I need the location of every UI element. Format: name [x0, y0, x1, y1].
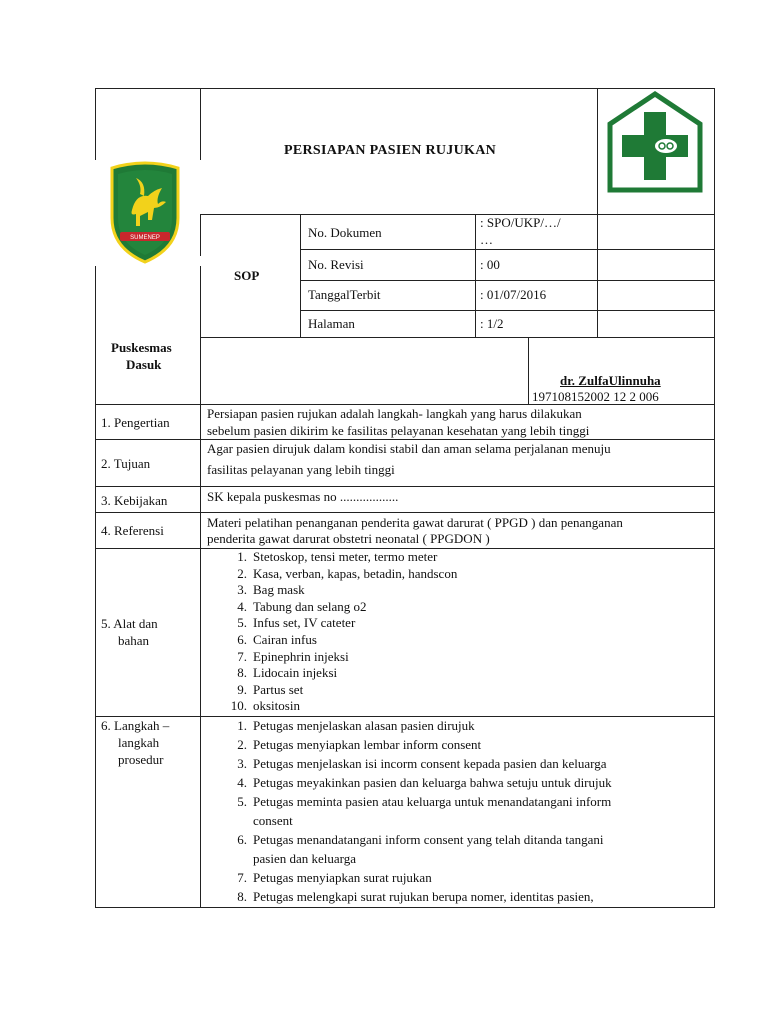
- table-border-top: [95, 88, 715, 89]
- meta-value-dokumen-cont: …: [480, 232, 493, 247]
- meta-label-dokumen: No. Dokumen: [308, 225, 382, 240]
- alat-list: [201, 549, 457, 715]
- referensi-text-line2: penderita gawat darurat obstetri neonatal ( PPGDON ): [207, 531, 490, 546]
- list-item: 6. Petugas menandatangani inform consent yang telah ditanda tangani pasien dan keluarga: [237, 832, 604, 866]
- list-item: 5. Infus set, IV cateter: [237, 615, 356, 631]
- section-label-langkah-line3: prosedur: [118, 752, 164, 767]
- meta-value-tanggal: : 01/07/2016: [480, 287, 547, 302]
- signer-name: dr. ZulfaUlinnuha: [560, 373, 661, 388]
- section-label-langkah-line2: langkah: [118, 735, 160, 750]
- page-title: PERSIAPAN PASIEN RUJUKAN: [284, 143, 497, 158]
- meta-row-line-2: [300, 280, 715, 281]
- section-label-referensi: 4. Referensi: [101, 523, 164, 538]
- meta-value-column-line: [475, 214, 476, 338]
- green-cross-logo: [604, 90, 706, 196]
- pengertian-text-line1: Persiapan pasien rujukan adalah langkah- langkah yang harus dilakukan: [207, 406, 582, 421]
- sop-label: SOP: [234, 268, 260, 283]
- list-item: 7. Epinephrin injeksi: [237, 648, 349, 664]
- list-item: 2. Kasa, verban, kapas, betadin, handscon: [237, 565, 458, 581]
- signature-column-line: [528, 337, 529, 405]
- org-name-line1: Puskesmas: [111, 340, 172, 355]
- list-item: 2. Petugas menyiapkan lembar inform consent: [237, 737, 482, 752]
- section-label-tujuan: 2. Tujuan: [101, 456, 151, 471]
- table-border-right: [714, 88, 715, 908]
- meta-value-revisi: : 00: [480, 257, 500, 272]
- label-column-line-top: [200, 88, 201, 160]
- list-item: 4. Petugas meyakinkan pasien dan keluarga bahwa setuju untuk dirujuk: [237, 775, 612, 790]
- list-item: 1. Petugas menjelaskan alasan pasien dirujuk: [237, 718, 475, 733]
- tujuan-text-line1: Agar pasien dirujuk dalam kondisi stabil dan aman selama perjalanan menuju: [207, 441, 611, 456]
- row-line-referensi: [95, 512, 715, 513]
- referensi-text-line1: Materi pelatihan penanganan penderita gawat darurat ( PPGD ) dan penanganan: [207, 515, 623, 530]
- list-item: 5. Petugas meminta pasien atau keluarga untuk menandatangani inform consent: [237, 794, 612, 828]
- section-label-kebijakan: 3. Kebijakan: [101, 493, 168, 508]
- meta-label-halaman: Halaman: [308, 316, 355, 331]
- tujuan-text-line2: fasilitas pelayanan yang lebih tinggi: [207, 462, 395, 477]
- kebijakan-text: SK kepala puskesmas no ..................: [207, 489, 399, 504]
- meta-value-halaman: : 1/2: [480, 316, 504, 331]
- section-label-alat-line1: 5. Alat dan: [101, 616, 158, 631]
- meta-label-tanggal: TanggalTerbit: [308, 287, 381, 302]
- table-border-bottom: [95, 907, 715, 908]
- list-item: 8. Lidocain injeksi: [237, 665, 338, 681]
- list-item: 6. Cairan infus: [237, 631, 317, 647]
- pengertian-text-line2: sebelum pasien dikirim ke fasilitas pelayanan kesehatan yang lebih tinggi: [207, 423, 590, 438]
- list-item: 3. Petugas menjelaskan isi incorm consent kepada pasien dan keluarga: [237, 756, 607, 771]
- langkah-list: [201, 716, 612, 906]
- row-line-kebijakan: [95, 486, 715, 487]
- meta-value-dokumen: : SPO/UKP/…/: [480, 215, 561, 230]
- list-item: 3. Bag mask: [237, 582, 305, 598]
- header-bottom-line: [200, 337, 715, 338]
- list-item: 1. Stetoskop, tensi meter, termo meter: [237, 549, 438, 564]
- list-item: 9. Partus set: [237, 681, 304, 697]
- section-label-langkah-line1: 6. Langkah –: [101, 718, 170, 733]
- svg-text:SUMENEP: SUMENEP: [130, 235, 160, 241]
- list-item: 7. Petugas menyiapkan surat rujukan: [237, 870, 432, 885]
- meta-row-line-1: [300, 249, 715, 250]
- org-name-line2: Dasuk: [126, 357, 162, 372]
- meta-extra-column-line: [597, 88, 598, 338]
- section-label-pengertian: 1. Pengertian: [101, 415, 170, 430]
- row-line-tujuan: [95, 439, 715, 440]
- pegasus-shield-logo: [106, 160, 184, 264]
- meta-row-line-3: [300, 310, 715, 311]
- meta-label-column-line: [300, 214, 301, 338]
- header-divider: [200, 214, 715, 215]
- signer-nip: 197108152002 12 2 006: [532, 389, 659, 404]
- table-border-left-bottom: [95, 266, 96, 908]
- list-item: 10. oksitosin: [230, 698, 300, 714]
- table-border-left-top: [95, 88, 96, 160]
- list-item: 4. Tabung dan selang o2: [237, 598, 367, 614]
- meta-label-revisi: No. Revisi: [308, 257, 364, 272]
- list-item: 8. Petugas melengkapi surat rujukan berupa nomer, identitas pasien,: [237, 889, 594, 904]
- section-label-alat-line2: bahan: [118, 633, 150, 648]
- label-column-line-mid: [200, 214, 201, 256]
